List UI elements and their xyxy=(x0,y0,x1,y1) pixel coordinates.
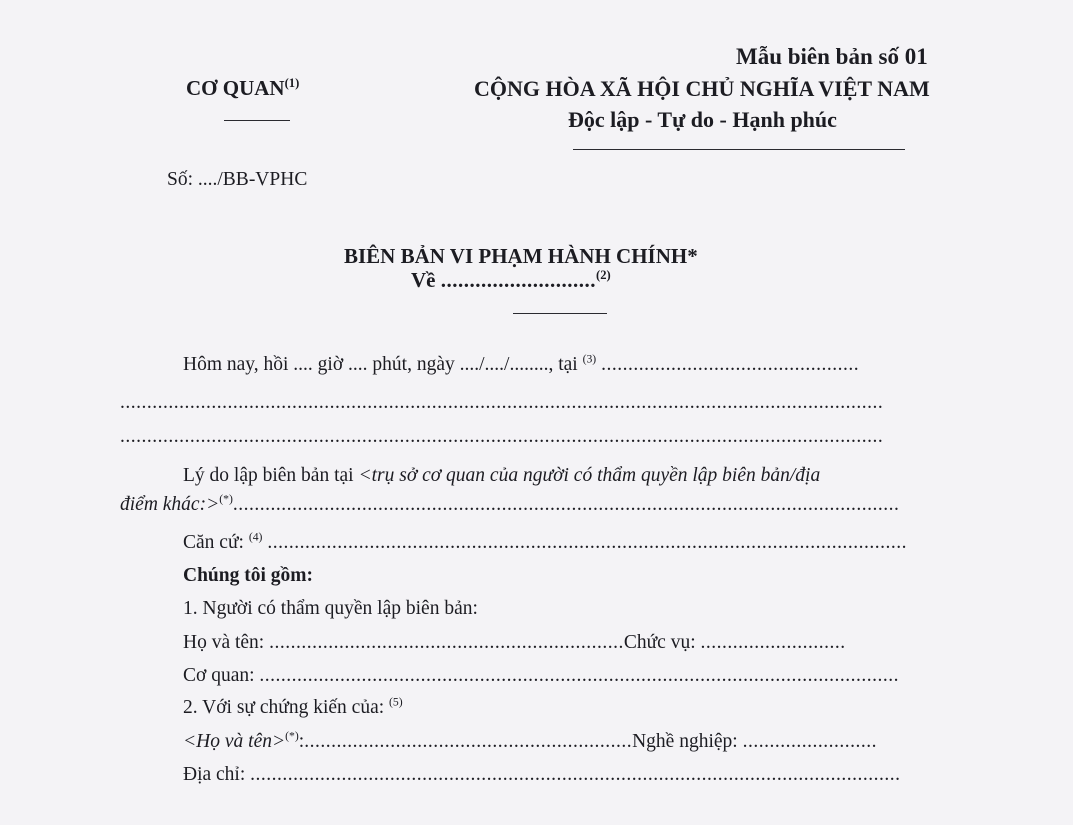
witness-address-dots: ......................................................................................................................... xyxy=(250,764,901,785)
witness-name-note: (*) xyxy=(285,729,299,743)
subject-note: (2) xyxy=(596,267,611,282)
we-include-heading: Chúng tôi gồm: xyxy=(183,565,314,586)
national-title: CỘNG HÒA XÃ HỘI CHỦ NGHĨA VIỆT NAM xyxy=(474,76,930,101)
person-section-title: 1. Người có thẩm quyền lập biên bản: xyxy=(183,598,478,619)
witness-name-dots: ............................................................. xyxy=(304,731,633,752)
document-subject xyxy=(411,268,611,293)
reason-line-2 xyxy=(120,494,899,516)
document-number: Số: ..../BB-VPHC xyxy=(167,169,308,190)
basis-note: (4) xyxy=(248,530,263,544)
reason-italic-2: điểm khác:> xyxy=(120,494,220,515)
basis-line xyxy=(183,532,907,554)
reason-dots: ............................................................................................................................ xyxy=(232,494,900,515)
document-title: BIÊN BẢN VI PHẠM HÀNH CHÍNH* xyxy=(344,244,698,268)
reason-label: Lý do lập biên bản tại xyxy=(183,465,354,486)
subject-prefix: Về xyxy=(411,268,436,292)
dotted-line-2: .............................................................................................................................................. xyxy=(120,426,884,447)
form-number: Mẫu biên bản số 01 xyxy=(736,44,928,69)
person-agency-line xyxy=(183,665,899,687)
position-label: Chức vụ: xyxy=(623,632,696,653)
agency-heading xyxy=(186,76,299,101)
subject-dots: ........................... xyxy=(440,268,596,292)
position-dots: ........................... xyxy=(700,632,846,653)
witness-section-title xyxy=(183,697,403,719)
basis-label: Căn cứ: xyxy=(183,532,244,553)
person-name-line xyxy=(183,632,846,654)
motto: Độc lập - Tự do - Hạnh phúc xyxy=(568,107,837,132)
agency-label: CƠ QUAN xyxy=(186,76,285,100)
job-label: Nghề nghiệp: xyxy=(632,731,738,752)
witness-address-label: Địa chỉ: xyxy=(183,764,246,785)
person-name-dots: .................................................................. xyxy=(269,632,624,653)
person-agency-label: Cơ quan: xyxy=(183,665,255,686)
time-line-note: (3) xyxy=(582,352,597,366)
witness-title-text: 2. Với sự chứng kiến của: xyxy=(183,697,385,718)
job-dots: ......................... xyxy=(742,731,877,752)
agency-underline xyxy=(224,120,290,121)
basis-dots: ....................................................................................................................... xyxy=(267,532,907,553)
time-place-line xyxy=(183,354,859,376)
time-line-dots: ................................................ xyxy=(601,354,860,375)
reason-note: (*) xyxy=(219,492,233,506)
witness-address-line xyxy=(183,764,901,786)
agency-note: (1) xyxy=(284,75,300,90)
witness-name-colon: : xyxy=(298,731,305,752)
witness-title-note: (5) xyxy=(389,695,403,709)
witness-name-label: <Họ và tên> xyxy=(183,731,286,752)
person-name-label: Họ và tên: xyxy=(183,632,265,653)
reason-line-1 xyxy=(183,465,820,487)
person-agency-dots: ....................................................................................................................... xyxy=(259,665,900,686)
dotted-line-1: .............................................................................................................................................. xyxy=(120,392,884,413)
title-underline xyxy=(513,313,607,314)
motto-underline xyxy=(573,149,905,150)
time-line-text: Hôm nay, hồi .... giờ .... phút, ngày ..../..../........, tại xyxy=(183,354,578,375)
reason-italic: <trụ sở cơ quan của người có thẩm quyền lập biên bản/địa xyxy=(358,465,821,486)
witness-name-line xyxy=(183,731,877,753)
